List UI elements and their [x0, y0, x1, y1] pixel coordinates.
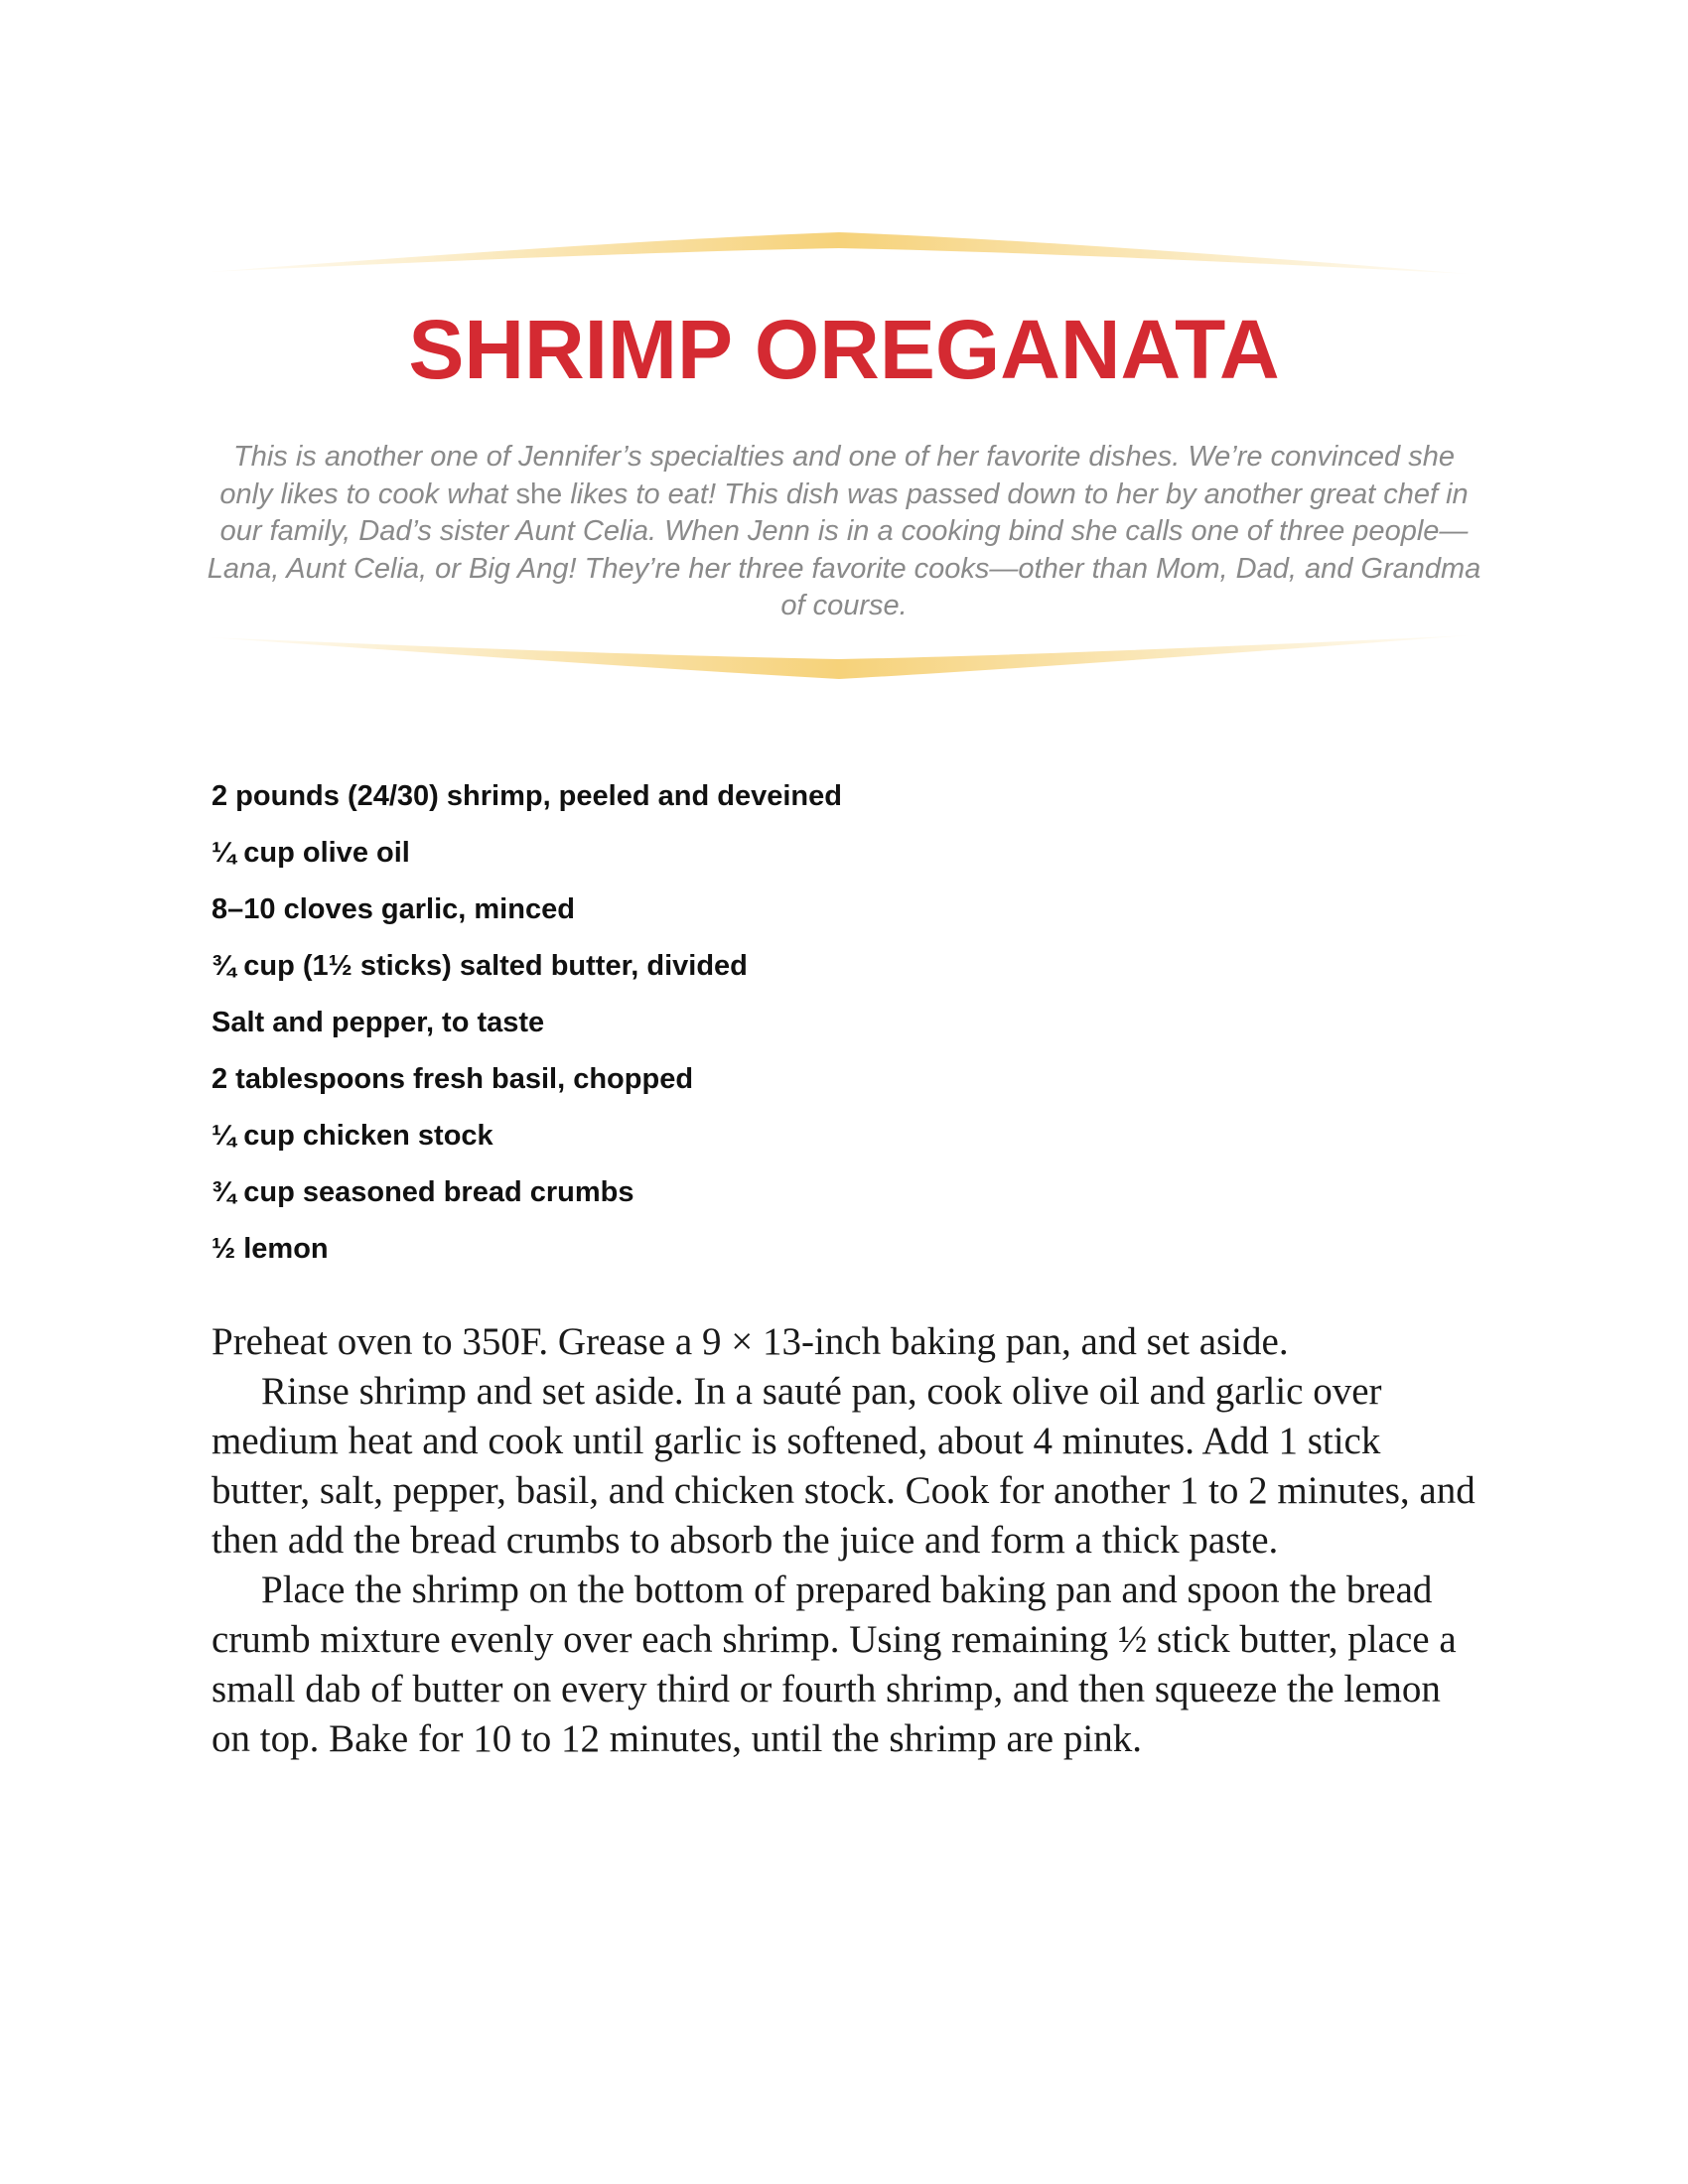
method-step: Rinse shrimp and set aside. In a sauté pan, cook olive oil and garlic over medium heat and cook until garlic is softened, about 4 minutes. Add 1 stick butter, salt, pepper, basil, and chicken stock. Cook for another 1 to 2 minutes, and then add the bread crumbs to absorb the juice and form a thick paste.: [211, 1370, 1476, 1562]
ingredient-item: 2 pounds (24/30) shrimp, peeled and deveined: [211, 780, 842, 812]
method-step: Preheat oven to 350F. Grease a 9 × 13-inch baking pan, and set aside.: [211, 1320, 1289, 1363]
ingredient-item: ¾ cup seasoned bread crumbs: [211, 1176, 634, 1208]
intro-text-part-2: likes to eat! This dish was passed down to her by another great chef in our family, Dad’s sister Aunt Celia. When Jenn is in a cooking bind she calls one of three people—Lana, Aunt Celia, or Big Ang! They’re her three favorite cooks—other than Mom, Dad, and Grandma of course.: [207, 478, 1481, 621]
ingredient-item: 8–10 cloves garlic, minced: [211, 893, 575, 925]
ingredient-item: 2 tablespoons fresh basil, chopped: [211, 1063, 694, 1095]
recipe-title: SHRIMP OREGANATA: [408, 303, 1280, 396]
ingredient-item: ¼ cup chicken stock: [211, 1120, 493, 1152]
method-section: [211, 1317, 1487, 1764]
method-step: Place the shrimp on the bottom of prepared baking pan and spoon the bread crumb mixture evenly over each shrimp. Using remaining ½ stick butter, place a small dab of butter on every third or fourth shrimp, and then squeeze the lemon on top. Bake for 10 to 12 minutes, until the shrimp are pink.: [211, 1569, 1457, 1760]
ingredient-list: [211, 768, 842, 1278]
ingredient-item: ¾ cup (1½ sticks) salted butter, divided: [211, 950, 748, 982]
intro-text-part-1: This is another one of Jennifer’s specialties and one of her favorite dishes. We’re convinced she only likes to cook what: [219, 441, 1455, 510]
decorative-swoosh-top: [209, 218, 1470, 278]
decorative-swoosh-bottom: [209, 631, 1470, 691]
ingredient-item: ½ lemon: [211, 1233, 329, 1265]
intro-emphasis: she: [515, 478, 563, 510]
ingredient-item: Salt and pepper, to taste: [211, 1007, 545, 1038]
ingredient-item: ¼ cup olive oil: [211, 837, 410, 869]
recipe-intro: [204, 439, 1484, 625]
